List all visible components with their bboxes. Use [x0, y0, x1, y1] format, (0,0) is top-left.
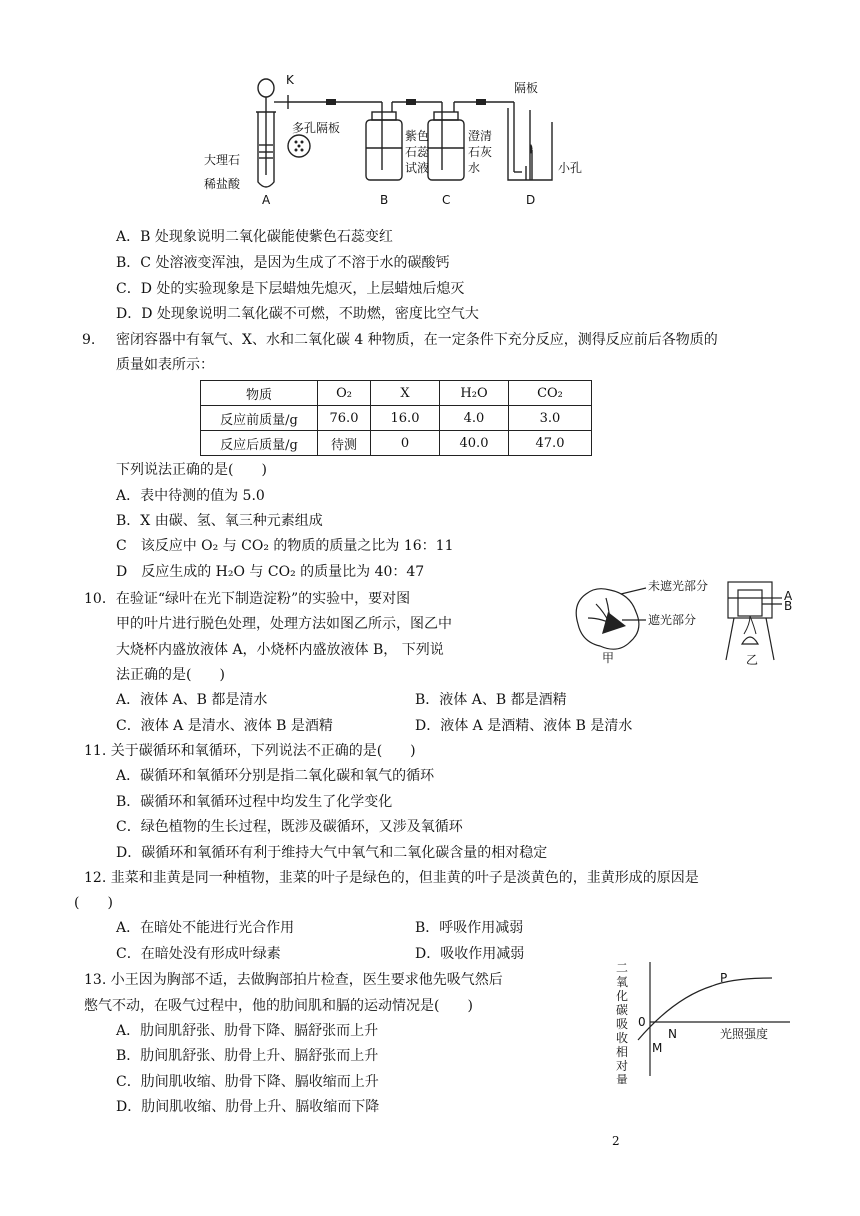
label-marble: 大理石	[204, 153, 241, 167]
ylabel-4: 碳	[616, 1003, 629, 1017]
label-b: B	[380, 193, 389, 207]
q10-option-d: D．液体 A 是酒精、液体 B 是清水	[415, 718, 633, 734]
table-cell: 47.0	[509, 431, 592, 456]
q8-option-b: B．C 处溶液变浑浊，是因为生成了不溶于水的碳酸钙	[116, 255, 450, 271]
q10-line4: 法正确的是( )	[116, 667, 225, 683]
label-liquid-a: A	[784, 589, 793, 603]
q9-number: 9.	[82, 332, 96, 348]
ylabel-6: 收	[616, 1031, 629, 1045]
table-cell: 16.0	[371, 406, 440, 431]
co2-light-graph	[612, 954, 802, 1084]
q11-option-d: D．碳循环和氧循环有利于维持大气中氧气和二氧化碳含量的相对稳定	[116, 845, 548, 861]
q13-option-b: B．肋间肌舒张、肋骨上升、膈舒张而上升	[116, 1048, 379, 1064]
q13-option-d: D．肋间肌收缩、肋骨上升、膈收缩而下降	[116, 1099, 380, 1115]
label-n: N	[668, 1027, 677, 1041]
label-litmus-2: 石蕊	[405, 145, 430, 159]
table-cell: 0	[371, 431, 440, 456]
q13-option-a: A．肋间肌舒张、肋骨下降、膈舒张而上升	[116, 1023, 379, 1039]
label-covered: 遮光部分	[648, 613, 697, 627]
q8-option-a: A．B 处现象说明二氧化碳能使紫色石蕊变红	[116, 229, 393, 245]
q12-stem-line1: 12. 韭菜和韭黄是同一种植物，韭菜的叶子是绿色的，但韭黄的叶子是淡黄色的，韭黄形成的原因是	[84, 870, 699, 886]
table-cell: 4.0	[440, 406, 509, 431]
xlabel: 光照强度	[720, 1027, 769, 1041]
label-m: M	[652, 1041, 663, 1055]
label-limewater-1: 澄清	[468, 129, 493, 143]
q9-stem-line2: 质量如表所示：	[116, 357, 214, 373]
label-a: A	[262, 193, 271, 207]
q10-option-a: A．液体 A、B 都是清水	[116, 692, 268, 708]
ylabel-3: 化	[616, 989, 629, 1003]
q8-option-c: C．D 处的实验现象是下层蜡烛先熄灭，上层蜡烛后熄灭	[116, 281, 465, 297]
q8-option-d: D．D 处现象说明二氧化碳不可燃，不助燃，密度比空气大	[116, 306, 479, 322]
q10-option-c: C．液体 A 是清水、液体 B 是酒精	[116, 718, 333, 734]
q12-option-d: D．吸收作用减弱	[415, 946, 525, 962]
label-litmus-3: 试液	[405, 161, 430, 175]
q10-line1: 10．在验证“绿叶在光下制造淀粉”的实验中，要对图	[84, 591, 411, 607]
q9-option-b: B．X 由碳、氢、氧三种元素组成	[116, 513, 323, 529]
label-jia: 甲	[602, 651, 615, 665]
label-litmus-1: 紫色	[405, 129, 430, 143]
q11-stem: 11. 关于碳循环和氧循环，下列说法不正确的是( )	[84, 743, 416, 759]
label-p: P	[720, 971, 728, 985]
ylabel-9: 量	[616, 1073, 629, 1084]
q10-line2: 甲的叶片进行脱色处理，处理方法如图乙所示，图乙中	[116, 616, 452, 632]
label-liquid-b: B	[784, 599, 793, 613]
table-row	[201, 431, 592, 456]
table-cell: X	[371, 381, 440, 406]
q13-line1: 13. 小王因为胸部不适，去做胸部拍片检查，医生要求他先吸气然后	[84, 972, 503, 988]
ylabel-1: 二	[616, 961, 629, 975]
mass-table	[200, 380, 592, 456]
table-cell: 待测	[318, 431, 371, 456]
table-cell: O₂	[318, 381, 371, 406]
table-cell: 76.0	[318, 406, 371, 431]
q13-line2: 憋气不动，在吸气过程中，他的肋间肌和膈的运动情况是( )	[84, 998, 473, 1014]
label-c: C	[442, 193, 451, 207]
label-origin: 0	[638, 1015, 646, 1029]
q12-option-b: B．呼吸作用减弱	[415, 920, 524, 936]
table-cell: 反应前质量/g	[201, 406, 318, 431]
label-limewater-2: 石灰	[468, 145, 493, 159]
table-cell: 反应后质量/g	[201, 431, 318, 456]
table-cell: CO₂	[509, 381, 592, 406]
q11-option-b: B．碳循环和氧循环过程中均发生了化学变化	[116, 794, 393, 810]
table-cell: 40.0	[440, 431, 509, 456]
q13-option-c: C．肋间肌收缩、肋骨下降、膈收缩而上升	[116, 1074, 379, 1090]
q11-option-c: C．绿色植物的生长过程，既涉及碳循环，又涉及氧循环	[116, 819, 463, 835]
label-k: K	[286, 73, 294, 87]
table-row	[201, 381, 592, 406]
q9-question: 下列说法正确的是( )	[116, 462, 267, 478]
q9-option-d: D 反应生成的 H₂O 与 CO₂ 的质量比为 40：47	[116, 564, 425, 580]
q12-stem-line2: ( )	[74, 895, 113, 911]
table-cell: H₂O	[440, 381, 509, 406]
q9-option-a: A．表中待测的值为 5.0	[116, 488, 265, 504]
label-d: D	[526, 193, 536, 207]
leaf-beaker-figure	[566, 574, 798, 666]
label-yi: 乙	[746, 653, 759, 666]
label-limewater-3: 水	[468, 161, 481, 175]
q12-option-a: A．在暗处不能进行光合作用	[116, 920, 295, 936]
label-hole: 小孔	[558, 161, 583, 175]
q12-option-c: C．在暗处没有形成叶绿素	[116, 946, 281, 962]
label-uncovered: 未遮光部分	[648, 579, 709, 593]
label-porous-plate: 多孔隔板	[292, 121, 341, 135]
table-row	[201, 406, 592, 431]
q10-option-b: B．液体 A、B 都是酒精	[415, 692, 567, 708]
apparatus-figure	[196, 70, 596, 210]
label-partition: 隔板	[514, 81, 539, 95]
q10-line3: 大烧杯内盛放液体 A，小烧杯内盛放液体 B， 下列说	[116, 642, 444, 658]
q9-option-c: C 该反应中 O₂ 与 CO₂ 的物质的质量之比为 16：11	[116, 538, 454, 554]
ylabel-5: 吸	[616, 1017, 629, 1031]
table-cell: 3.0	[509, 406, 592, 431]
q11-option-a: A．碳循环和氧循环分别是指二氧化碳和氧气的循环	[116, 768, 435, 784]
q9-stem-line1: 密闭容器中有氧气、X、水和二氧化碳 4 种物质，在一定条件下充分反应，测得反应前后各物质的	[116, 332, 718, 348]
ylabel-8: 对	[616, 1059, 629, 1073]
ylabel-2: 氧	[616, 975, 629, 989]
ylabel-7: 相	[616, 1045, 629, 1059]
page-number: 2	[612, 1134, 620, 1148]
label-acid: 稀盐酸	[204, 177, 241, 191]
table-cell: 物质	[201, 381, 318, 406]
